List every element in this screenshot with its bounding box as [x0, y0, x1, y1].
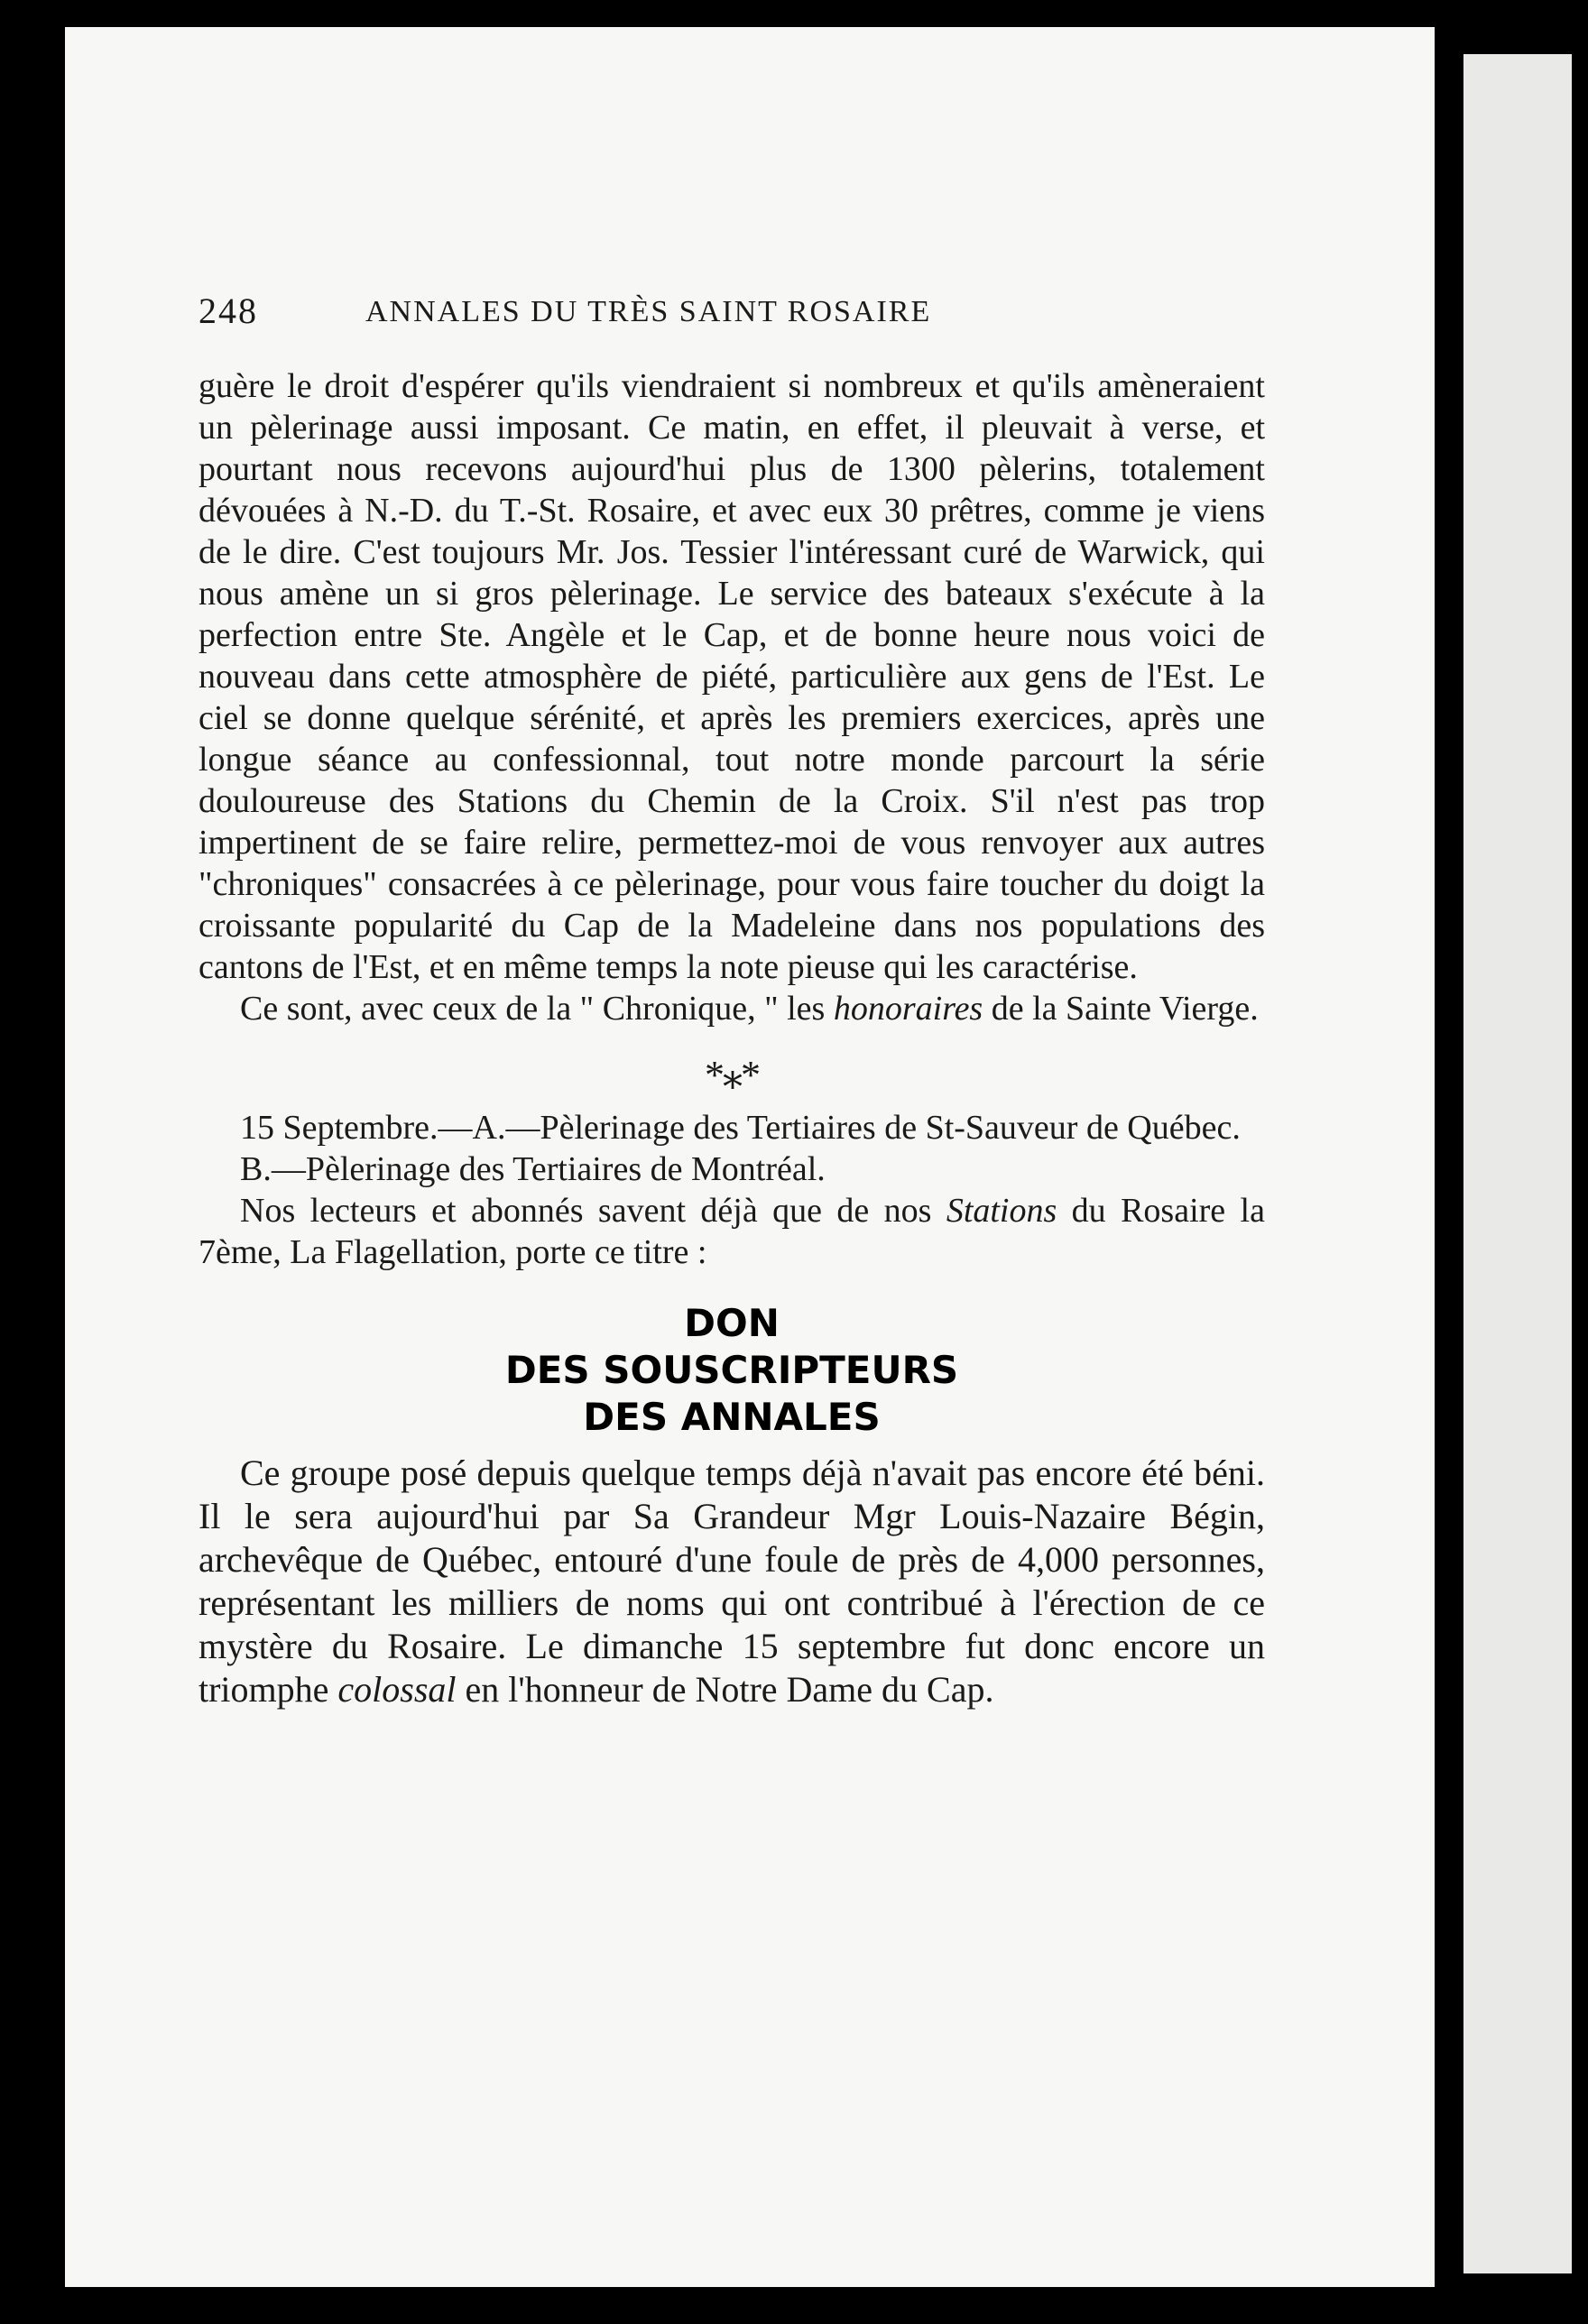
text-run: Ce sont, avec ceux de la " Chronique, " les — [240, 990, 834, 1028]
page-text — [198, 266, 1265, 1711]
running-header — [198, 266, 1265, 331]
text-run: de la Sainte Vierge. — [983, 990, 1259, 1028]
paragraph-entry-b: B.—Pèlerinage des Tertiaires de Montréal. — [240, 1150, 826, 1188]
section-heading — [198, 1300, 1265, 1441]
paragraph-continuation: guère le droit d'espérer qu'ils viendraient si nombreux et qu'ils amèneraient un pèlerinage aussi imposant. Ce matin, en effet, il pleuvait à verse, et pourtant nous recevons aujourd'hui plus de 1300 pèlerins, totalement dévouées à N.-D. du T.-St. Rosaire, et avec eux 30 prêtres, comme je viens de le dire. C'est toujours Mr. Jos. Tessier l'intéressant curé de Warwick, qui nous amène un si gros pèlerinage. Le service des bateaux s'exécute à la perfection entre Ste. Angèle et le Cap, et de bonne heure nous voici de nouveau dans cette atmosphère de piété, particulière aux gens de l'Est. Le ciel se donne quelque sérénité, et après les premiers exercices, après une longue séance au confessionnal, tout notre monde parcourt la série douloureuse des Stations du Chemin de la Croix. S'il n'est pas trop impertinent de se faire relire, permettez-moi de vous renvoyer aux autres "chroniques" consacrées à ce pèlerinage, pour vous faire toucher du doigt la croissante popularité du Cap de la Madeleine dans nos populations des cantons de l'Est, et en même temps la note pieuse qui les caractérise. — [198, 367, 1265, 986]
heading-line: DES SOUSCRIPTEURS — [504, 1348, 959, 1392]
paragraph-honoraires — [198, 988, 1265, 1029]
paragraph-stations — [198, 1190, 1265, 1273]
text-run: Ce groupe posé depuis quelque temps déjà n'avait pas encore été béni. Il le sera aujourd'hui par Sa Grandeur Mgr Louis-Nazaire Bégin, archevêque de Québec, entouré d'une foule de près de 4,000 personnes, représentant les milliers de noms qui ont contribué à l'érection de ce mystère du Rosaire. Le dimanche 15 septembre fut donc encore un triomphe — [198, 1452, 1265, 1710]
text-run: du Rosaire la 7ème, La Flagellation, porte ce titre : — [198, 1192, 1265, 1271]
text-run: Nos lecteurs et abonnés savent déjà que de nos — [240, 1192, 946, 1230]
page-number: 248 — [198, 290, 258, 331]
paragraph-date-entry: 15 Septembre.—A.—Pèlerinage des Tertiaires de St-Sauveur de Québec. — [240, 1109, 1241, 1147]
italic-run: honoraires — [833, 990, 983, 1028]
heading-line: DON — [684, 1301, 780, 1345]
italic-run: colossal — [337, 1669, 457, 1710]
italic-run: Stations — [946, 1192, 1057, 1230]
adjacent-page-edge — [1463, 54, 1572, 2273]
section-break-asterism: *⁎* — [705, 1053, 759, 1097]
heading-line: DES ANNALES — [583, 1395, 881, 1439]
running-title: ANNALES DU TRÈS SAINT ROSAIRE — [365, 295, 932, 328]
paragraph-blessing — [198, 1452, 1265, 1711]
text-run: en l'honneur de Notre Dame du Cap. — [456, 1669, 994, 1710]
